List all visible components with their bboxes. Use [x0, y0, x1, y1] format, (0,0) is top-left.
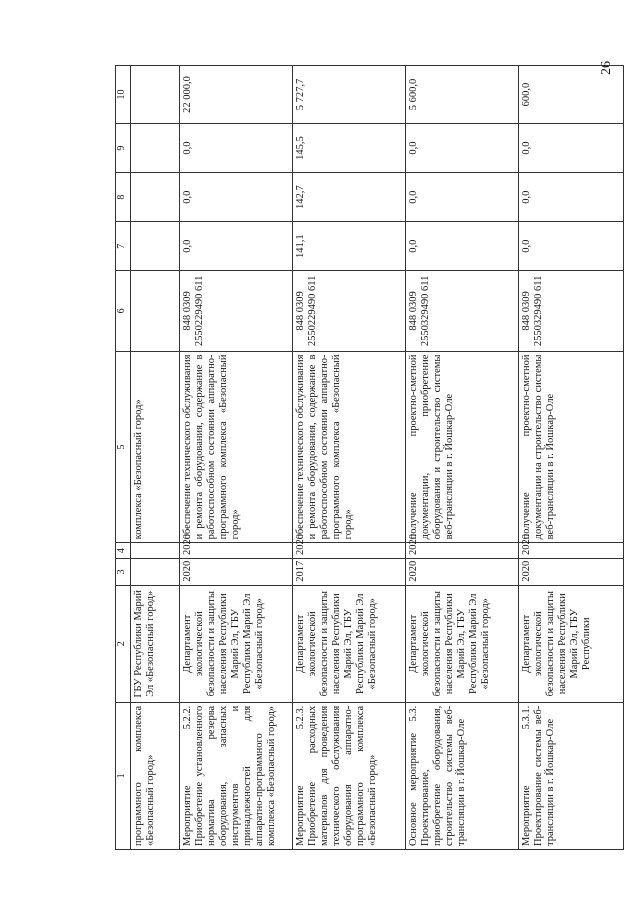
end-year: 2020 [293, 543, 406, 559]
table-row [519, 66, 624, 850]
value-col8: 142,7 [293, 173, 406, 222]
value-col7 [131, 222, 180, 271]
table-row [406, 66, 519, 850]
start-year: 2020 [406, 558, 519, 585]
header-cell: 3 [116, 558, 131, 585]
executor: Департамент экологической безопасности и защиты населения Республики Марий Эл, ГБУ Республики [519, 585, 624, 702]
header-cell: 2 [116, 585, 131, 702]
value-col9: 0,0 [406, 124, 519, 173]
header-cell: 8 [116, 173, 131, 222]
value-col9: 0,0 [180, 124, 293, 173]
value-col8: 0,0 [406, 173, 519, 222]
program-table [115, 65, 624, 850]
table-row [293, 66, 406, 850]
activity-name: Мероприятие 5.2.3. Приобретение расходных материалов для проведения технического обслуживания оборудования аппаратно-программного комплекса «Безопасный город» [293, 702, 406, 849]
value-col10: 600,0 [519, 66, 624, 124]
expected-result: получение проектно-сметной документации, приобретение оборудования и строительство системы веб-трансляции в г. Йошкар-Оле [406, 351, 519, 543]
header-cell: 5 [116, 351, 131, 543]
end-year: 2020 [519, 543, 624, 559]
expected-result: обеспечение технического обслуживания и ремонта оборудования, содержание в работоспособном состоянии аппаратно-программного комплекса «Безопасный город» [180, 351, 293, 543]
value-col7: 141,1 [293, 222, 406, 271]
end-year [131, 543, 180, 559]
table-row [131, 66, 180, 850]
header-cell: 10 [116, 66, 131, 124]
header-cell: 6 [116, 271, 131, 351]
page-number: 26 [599, 61, 614, 75]
header-row [116, 66, 131, 850]
budget-code: 848 0309 2550329490 611 [519, 271, 624, 351]
activity-name: Основное мероприятие 5.3. Проектирование, приобретение оборудования, строительство системы веб-трансляции в г. Йошкар-Оле [406, 702, 519, 849]
expected-result: обеспечение технического обслуживания и ремонта оборудования, содержание в работоспособном состоянии аппаратно-программного комплекса «Безопасный город» [293, 351, 406, 543]
start-year [131, 558, 180, 585]
expected-result: получение проектно-сметной документации на строительство системы веб-трансляции в г. Йошкар-Оле [519, 351, 624, 543]
end-year: 2020 [406, 543, 519, 559]
activity-name: Мероприятие 5.2.2. Приобретение установленного норматива резерва оборудования, запасных инструментов и принадлежностей для аппаратно-программного комплекса «Безопасный город» [180, 702, 293, 849]
header-cell: 9 [116, 124, 131, 173]
executor: ГБУ Республики Марий Эл «Безопасный город» [131, 585, 180, 702]
executor: Департамент экологической безопасности и защиты населения Республики Марий Эл, ГБУ Республики Марий Эл «Безопасный город» [180, 585, 293, 702]
start-year: 2017 [293, 558, 406, 585]
value-col8: 0,0 [519, 173, 624, 222]
value-col8: 0,0 [180, 173, 293, 222]
activity-name: программного комплекса «Безопасный город» [131, 702, 180, 849]
start-year: 2020 [519, 558, 624, 585]
value-col7: 0,0 [406, 222, 519, 271]
header-cell: 1 [116, 702, 131, 849]
executor: Департамент экологической безопасности и защиты населения Республики Марий Эл, ГБУ Республики Марий Эл «Безопасный город» [293, 585, 406, 702]
header-cell: 7 [116, 222, 131, 271]
budget-code: 848 0309 2550329490 611 [406, 271, 519, 351]
activity-name: Мероприятие 5.3.1. Проектирование системы веб-трансляции в г. Йошкар-Оле [519, 702, 624, 849]
expected-result: комплекса «Безопасный город» [131, 351, 180, 543]
start-year: 2020 [180, 558, 293, 585]
value-col10: 22 000,0 [180, 66, 293, 124]
value-col10 [131, 66, 180, 124]
value-col7: 0,0 [519, 222, 624, 271]
header-cell: 4 [116, 543, 131, 559]
value-col10: 5 600,0 [406, 66, 519, 124]
value-col7: 0,0 [180, 222, 293, 271]
value-col9 [131, 124, 180, 173]
budget-code: 848 0309 2550229490 611 [180, 271, 293, 351]
budget-code: 848 0309 2550229490 611 [293, 271, 406, 351]
budget-code [131, 271, 180, 351]
executor: Департамент экологической безопасности и защиты населения Республики Марий Эл, ГБУ Республики Марий Эл «Безопасный город» [406, 585, 519, 702]
table-row [180, 66, 293, 850]
rotated-table-wrapper [115, 65, 593, 850]
value-col9: 145,5 [293, 124, 406, 173]
value-col8 [131, 173, 180, 222]
end-year: 2020 [180, 543, 293, 559]
value-col10: 5 727,7 [293, 66, 406, 124]
value-col9: 0,0 [519, 124, 624, 173]
